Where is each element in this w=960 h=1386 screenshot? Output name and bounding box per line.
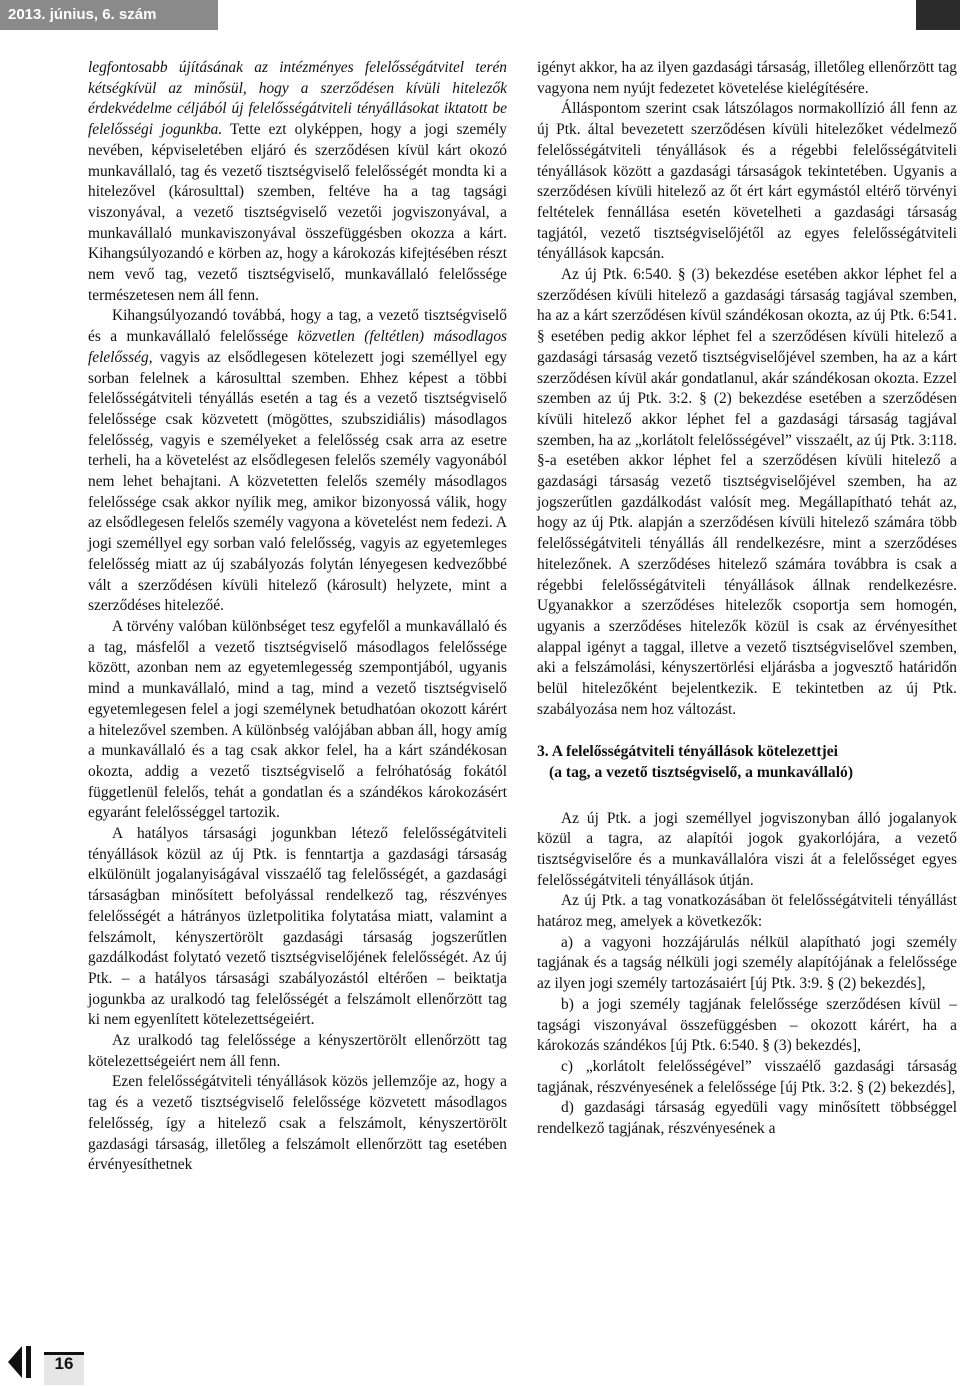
right-column xyxy=(537,58,957,1140)
footer-stripe xyxy=(26,1346,31,1378)
paragraph: Álláspontom szerint csak látszólagos normakollízió áll fenn az új Ptk. által bevezetett szerződésen kívüli hitelezőket védelmező felelősségátviteli tényállások és a régebbi felelősségátviteli tényállások között a gazdasági társaságok tekintetében. Ugyanis a szerződésen kívüli hitelező az őt ért kárt egymástól eltérő törvényi feltételek fennállása esetén követelheti a gazdasági társaság tagjától, vezető tisztségviselőjétől az egyes felelősségátviteli tényállások kapcsán. xyxy=(537,100,957,263)
paragraph: Az új Ptk. 6:540. § (3) bekezdése esetében akkor léphet fel a szerződésen kívüli hitelező a gazdasági társaság tagjával szemben, ha az a kárt szerződésen kívül szándékosan okozta, az új Ptk. 6:541. § esetében pedig akkor léphet fel a szerződésen kívüli hitelező a gazdasági társaság vezető tisztségviselőjével szemben, ha az a kárt szerződésen kívül akár gondatlanul, akár szándékosan okozta. Ezzel szemben az új Ptk. 3:2. § (2) bekezdése esetében a szerződésen kívüli hitelező akkor léphet fel a gazdasági társaság tagjával szemben, ha az „korlátolt felelősségével” visszaélt, az új Ptk. 3:118. §-a esetében akkor léphet fel a szerződésen kívüli hitelező a gazdasági társaság vezető tisztségviselőjével szemben, ha az jogszerűtlen gazdálkodást valósít meg. Megállapítható tehát az, hogy az új Ptk. alapján a szerződésen kívüli hitelező számára több felelősségátviteli tényállás áll rendelkezésre, mint a szerződéses hitelezőnek. A szerződéses hitelező számára továbbra is csak a régebbi felelősségátviteli tényállások állnak rendelkezésre. Ugyanakkor a szerződéses hitelezők csoportja sem homogén, ugyanis a szerződéses hitelezők közül is csak az érvényesíthet alappal igényt a taggal, illetve a vezető tisztségviselővel szemben, aki a felszámolási, kényszertörlési eljárásba a jogvesztő határidőn belül hitelezőként bejelentkezik. E tekintetben az új Ptk. szabályozása nem hoz változást. xyxy=(537,266,957,718)
paragraph xyxy=(88,58,507,306)
paragraph: Az új Ptk. a tag vonatkozásában öt felelősségátviteli tényállást határoz meg, amelyek a következők: xyxy=(537,892,957,931)
page-number: 16 xyxy=(54,1354,74,1373)
paragraph: Ezen felelősségátviteli tényállások közös jellemzője az, hogy a tag és a vezető tisztségviselő felelőssége közvetett másodlagos felelősség, így a hitelező csak a felszámolt, kényszertörölt gazdasági társaság, illetőleg a felszámolt ellenőrzött tag esetében érvényesíthetnek xyxy=(88,1073,507,1174)
list-item: d) gazdasági társaság egyedüli vagy minősített többséggel rendelkező tagjának, részvényesének a xyxy=(537,1099,957,1138)
paragraph-text: Kihangsúlyozandó továbbá, hogy a tag, a vezető tisztségviselő és a munkavállaló felelőssége xyxy=(88,307,507,346)
header-decoration xyxy=(916,0,960,30)
paragraph: Az új Ptk. a jogi személlyel jogviszonyban álló jogalanyok közül a tagra, az alapítói jogok gyakorlójára, a vezető tisztségviselőre és a munkavállalóra viszi át a felelősséget egyes felelősségátviteli tényállások útján. xyxy=(537,809,957,889)
list-item: a) a vagyoni hozzájárulás nélkül alapítható jogi személy tagjának és a tagság nélküli jogi személy alapítójának a felelőssége az ilyen jogi személy tartozásaiért [új Ptk. 3:9. § (2) bekezdés], xyxy=(537,933,957,993)
paragraph: A törvény valóban különbséget tesz egyfelől a munkavállaló és a tag, másfelől a vezető tisztségviselő másodlagos felelőssége között, azonban nem az egyetemlegesség szempontjából, ugyanis mind a munkavállaló, mind a tag, mind a vezető tisztségviselő egyetemlegesen felel a jogi személynek betudhatóan okozott kárért a hitelezővel szemben. A különbség valójában abban áll, hogy amíg a munkavállaló és a tag csak akkor felel, ha a kárt szándékosan okozta, addig a vezető tisztségviselő a felróhatóság fokától függetlenül felelős, tehát a gondatlan és a szándékos károkozásért egyaránt felelősséggel tartozik. xyxy=(88,617,507,822)
list-item: b) a jogi személy tagjának felelőssége szerződésen kívül – tagsági viszonyával összefüggésben – okozott kárért, ha a károkozás szándékos [új Ptk. 6:540. § (3) bekezdés], xyxy=(537,995,957,1055)
section-heading xyxy=(537,741,957,783)
footer-arrow-icon xyxy=(8,1346,22,1378)
paragraph xyxy=(88,306,507,617)
heading-subtitle: (a tag, a vezető tisztségviselő, a munkavállaló) xyxy=(549,763,854,781)
italic-text: közvetlen (feltétlen) másodlagos felelősség, xyxy=(88,328,508,366)
paragraph-text: Tette ezt olyképpen, hogy a jogi személy nevében, képviseletében eljáró és szerződésen kívül kárt okozó munkavállaló, tag és vezető tisztségviselő felelősségét mondta ki a hitelezővel (károsulttal) szemben, feltéve ha a tag tagsági viszonyával, a vezető tisztségviselő vezetői jogviszonyával, a munkavállaló munkaviszonyával összefüggésben okozza a kárt. Kihangsúlyozandó e körben az, hogy a károkozás kifejtésében részt nem vevő tag, vezető tisztségviselő, munkavállaló felelőssége természetesen nem áll fenn. xyxy=(88,121,507,304)
paragraph: Az uralkodó tag felelőssége a kényszertörölt ellenőrzött tag kötelezettségeiért nem áll fenn. xyxy=(88,1032,507,1070)
paragraph: A hatályos társasági jogunkban létező felelősségátviteli tényállások közül az új Ptk. is fenntartja a gazdasági társaság elkülönült jogalanyiságával visszaélő tag felelősségét, a gazdasági társaságban minősített befolyással rendelkező tag, részvényes felelősségét a hátrányos üzletpolitika folytatása miatt, valamint a felszámolt, kényszertörölt gazdasági társaság jogszerűtlen gazdálkodást folytató vezető tisztségviselőjének felelősségét. Az új Ptk. – a hatályos társasági szabályozástól eltérően – beiktatja jogunkba az uralkodó tag felelősségét a felszámolt ellenőrzött tag ki nem egyenlített kötelezettségeiért. xyxy=(88,825,507,1029)
issue-date: 2013. június, 6. szám xyxy=(0,0,218,30)
paragraph-text: vagyis az elsődlegesen kötelezett jogi személlyel egy sorban felelnek a károsulttal szemben. Ehhez képest a többi felelősségátviteli tényállás esetén a tag és a vezető tisztségviselő felelőssége csak közvetett (mögöttes, szubszidiális) másodlagos felelősség, vagyis e személyeket a felelősség csak arra az esetre terheli, ha a követelést az elsődlegesen felelős személy vagyonából nem lehet behajtani. A közvetetten felelős személy másodlagos felelőssége csak akkor nyílik meg, amikor bizonyossá válik, hogy az elsődlegesen felelős személy vagyona a követelést nem fedezi. A jogi személlyel egy sorban való felelősség, vagyis az egyetemleges felelősség miatt az új szabályozás folytán lényegesen kedvezőbbé vált a szerződésen kívüli hitelező (károsult) helyzete, mint a szerződéses hitelezőé. xyxy=(88,348,507,615)
list-item: c) „korlátolt felelősségével” visszaélő gazdasági társaság tagjának, részvényesének a felelőssége [új Ptk. 3:2. § (2) bekezdés], xyxy=(537,1057,957,1096)
page-header xyxy=(0,0,960,30)
heading-line: 3. A felelősségátviteli tényállások kötelezettjei xyxy=(537,742,838,760)
paragraph: igényt akkor, ha az ilyen gazdasági társaság, illetőleg ellenőrzött tag vagyona nem nyújt fedezetet követelése kielégítésére. xyxy=(537,59,957,97)
italic-text: legfontosabb újításának az intézményes felelősségátvitel terén kétségkívül az minősül, hogy a szerződésen kívüli hitelezők érdekvédelme céljából új felelősségátviteli tényállásokat iktatott be felelősségi jogunkba. xyxy=(88,59,507,139)
left-column xyxy=(88,58,507,1176)
